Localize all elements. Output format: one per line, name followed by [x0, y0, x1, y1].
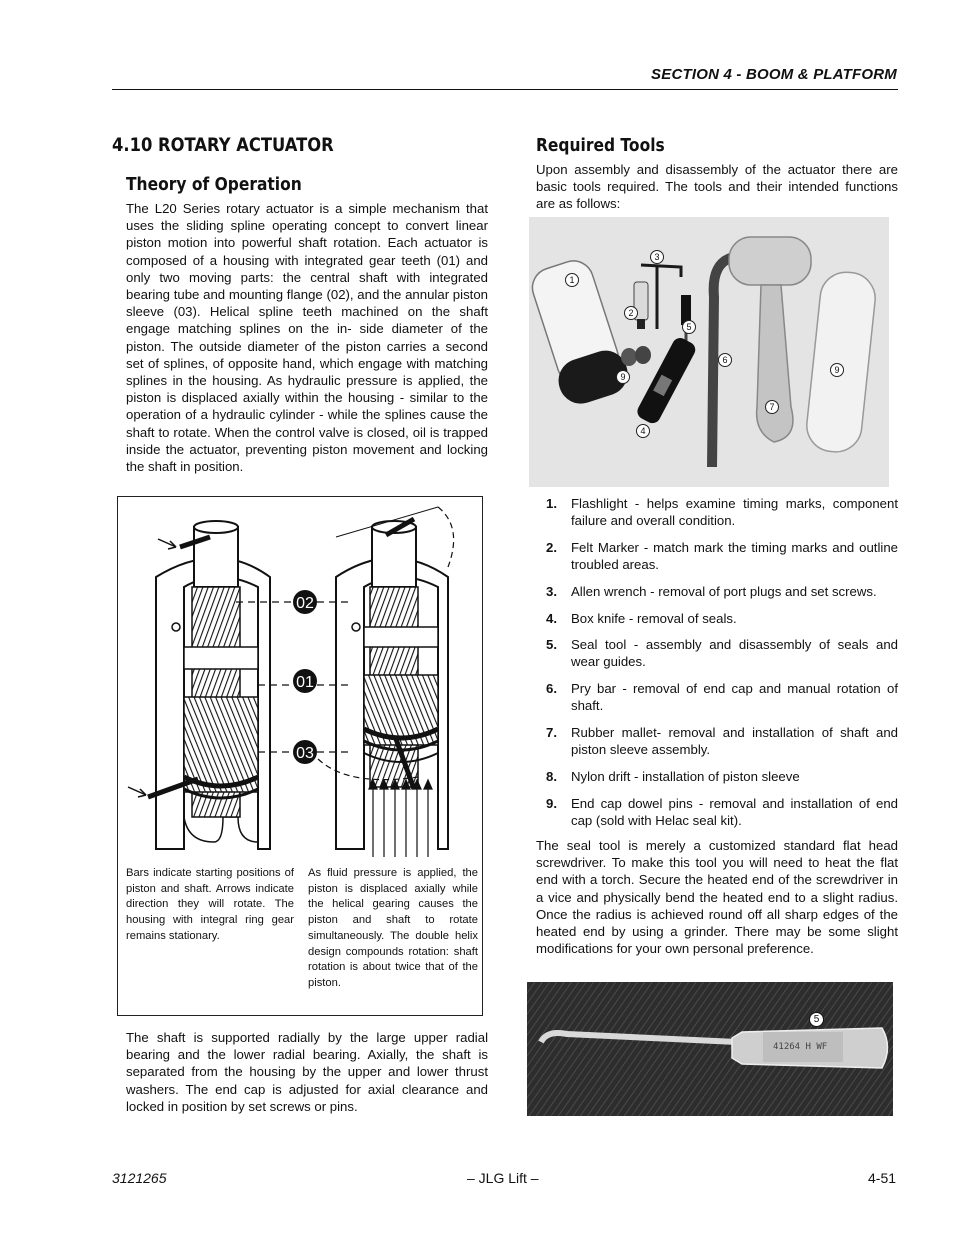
- svg-text:03: 03: [296, 745, 314, 762]
- shaft-paragraph: The shaft is supported radially by the large upper radial bearing and the lower radial bearing. Axially, the shaft is separated from the housing by the upper and lower thrust washers. The end cap is adjusted for axial clearance and locked in position by set screws or pins.: [126, 1030, 488, 1114]
- tool-item: [536, 795, 898, 829]
- tool-text: Nylon drift - installation of piston sleeve: [571, 768, 800, 784]
- tools-photo-drawing: [529, 217, 889, 487]
- tool-number: 9.: [546, 795, 557, 811]
- tool-item: [536, 583, 898, 600]
- screwdriver-imprint: 41264 H WF: [773, 1042, 828, 1052]
- theory-paragraph: The L20 Series rotary actuator is a simple mechanism that uses the sliding spline operating concept to convert linear piston motion into powerful shaft rotation. Each actuator is composed of a housing with integrated gear teeth (01) and only two moving parts: the central shaft with integrated bearing tube and mounting flange (02), and the annular piston sleeve (03). Helical spline teeth machined on the shaft engage matching splines on the in- side diameter of the piston. The outside diameter of the piston carries a second set of splines, of opposite hand, which engage with matching splines in the housing. As hydraulic pressure is applied, the piston is displaced axially within the housing - similar to the operation of a hydraulic cylinder - while the splines cause the shaft to rotate. When the control valve is closed, oil is trapped inside the actuator, preventing piston movement and locking the shaft in position.: [126, 201, 488, 475]
- tool-item: [536, 636, 898, 670]
- screwdriver-drawing: [527, 982, 893, 1116]
- footer-center: – JLG Lift –: [467, 1170, 539, 1186]
- section-title: SECTION 4 - BOOM & PLATFORM: [651, 66, 897, 83]
- tool-text: Felt Marker - match mark the timing marks and outline troubled areas.: [571, 539, 898, 573]
- tool-number: 3.: [546, 583, 557, 599]
- footer-doc-number: 3121265: [112, 1170, 167, 1186]
- tool-text: End cap dowel pins - removal and installation of end cap (sold with Helac seal kit).: [571, 795, 898, 828]
- photo-label-6: 6: [718, 353, 732, 367]
- tools-photo: [529, 217, 889, 487]
- footer-page-number: 4-51: [868, 1170, 897, 1186]
- tool-number: 5.: [546, 637, 557, 653]
- tool-text: Allen wrench - removal of port plugs and set screws.: [571, 583, 877, 599]
- callout-02: [293, 590, 317, 614]
- photo-label-1: 1: [565, 273, 579, 287]
- tool-item: [536, 768, 898, 785]
- tool-text: Rubber mallet- removal and installation of shaft and piston sleeve assembly.: [571, 725, 898, 758]
- actuator-left: [128, 521, 270, 849]
- tool-item: [536, 610, 898, 627]
- photo-label-4: 4: [636, 424, 650, 438]
- tool-item: [536, 539, 898, 573]
- photo-label-9b: 9: [830, 363, 844, 377]
- actuator-figure: [117, 496, 483, 1016]
- photo-label-5: 5: [682, 320, 696, 334]
- tool-item: [536, 680, 898, 714]
- tool-number: 4.: [546, 610, 557, 626]
- svg-text:01: 01: [296, 674, 314, 691]
- tool-number: 6.: [546, 681, 557, 697]
- actuator-diagram: [118, 497, 484, 867]
- tool-text: Seal tool - assembly and disassembly of seals and wear guides.: [571, 637, 898, 670]
- photo-label-7: 7: [765, 400, 779, 414]
- tool-item: [536, 495, 898, 529]
- tool-text: Pry bar - removal of end cap and manual rotation of shaft.: [571, 681, 898, 714]
- screwdriver-label-5: 5: [809, 1012, 824, 1027]
- tool-number: 1.: [546, 496, 557, 511]
- callout-01: [293, 669, 317, 693]
- tool-number: 7.: [546, 725, 557, 741]
- photo-label-9a: 9: [616, 370, 630, 384]
- tool-text: Flashlight - helps examine timing marks, component failure and overall condition.: [571, 496, 898, 529]
- required-tools-heading: Required Tools: [536, 135, 665, 156]
- photo-label-2: 2: [624, 306, 638, 320]
- actuator-right: [318, 507, 454, 857]
- figure-caption-right: As fluid pressure is applied, the piston is displaced axially while the helical gearing causes the piston and shaft to rotate simultaneously. The double helix design compounds rotation: shaft rotation is about twice that of the piston.: [308, 867, 478, 989]
- tool-text: Box knife - removal of seals.: [571, 610, 737, 626]
- theory-heading: Theory of Operation: [126, 174, 302, 195]
- tool-number: 8.: [546, 768, 557, 784]
- section-heading: 4.10 ROTARY ACTUATOR: [112, 134, 334, 156]
- figure-caption-left: Bars indicate starting positions of piston and shaft. Arrows indicate direction they will rotate. The housing with integral ring gear remains stationary.: [126, 867, 294, 942]
- tool-item: [536, 724, 898, 758]
- tool-number: 2.: [546, 539, 557, 555]
- callout-03: [293, 740, 317, 764]
- screwdriver-photo: [527, 982, 893, 1116]
- header-rule: [112, 89, 898, 90]
- seal-tool-paragraph: The seal tool is merely a customized standard flat head screwdriver. To make this tool you will need to heat the flat end with a torch. Secure the heated end of the screwdriver in a vice and physically bend the heated end to a slight radius. Once the radius is achieved round off all sharp edges of the heated end by using a grinder. There may be some slight modifications for your own personal preference.: [536, 838, 898, 957]
- tools-list: [536, 495, 898, 839]
- svg-text:02: 02: [296, 595, 314, 612]
- tools-intro: Upon assembly and disassembly of the actuator there are basic tools required. The tools and their intended functions are as follows:: [536, 162, 898, 212]
- photo-label-3: 3: [650, 250, 664, 264]
